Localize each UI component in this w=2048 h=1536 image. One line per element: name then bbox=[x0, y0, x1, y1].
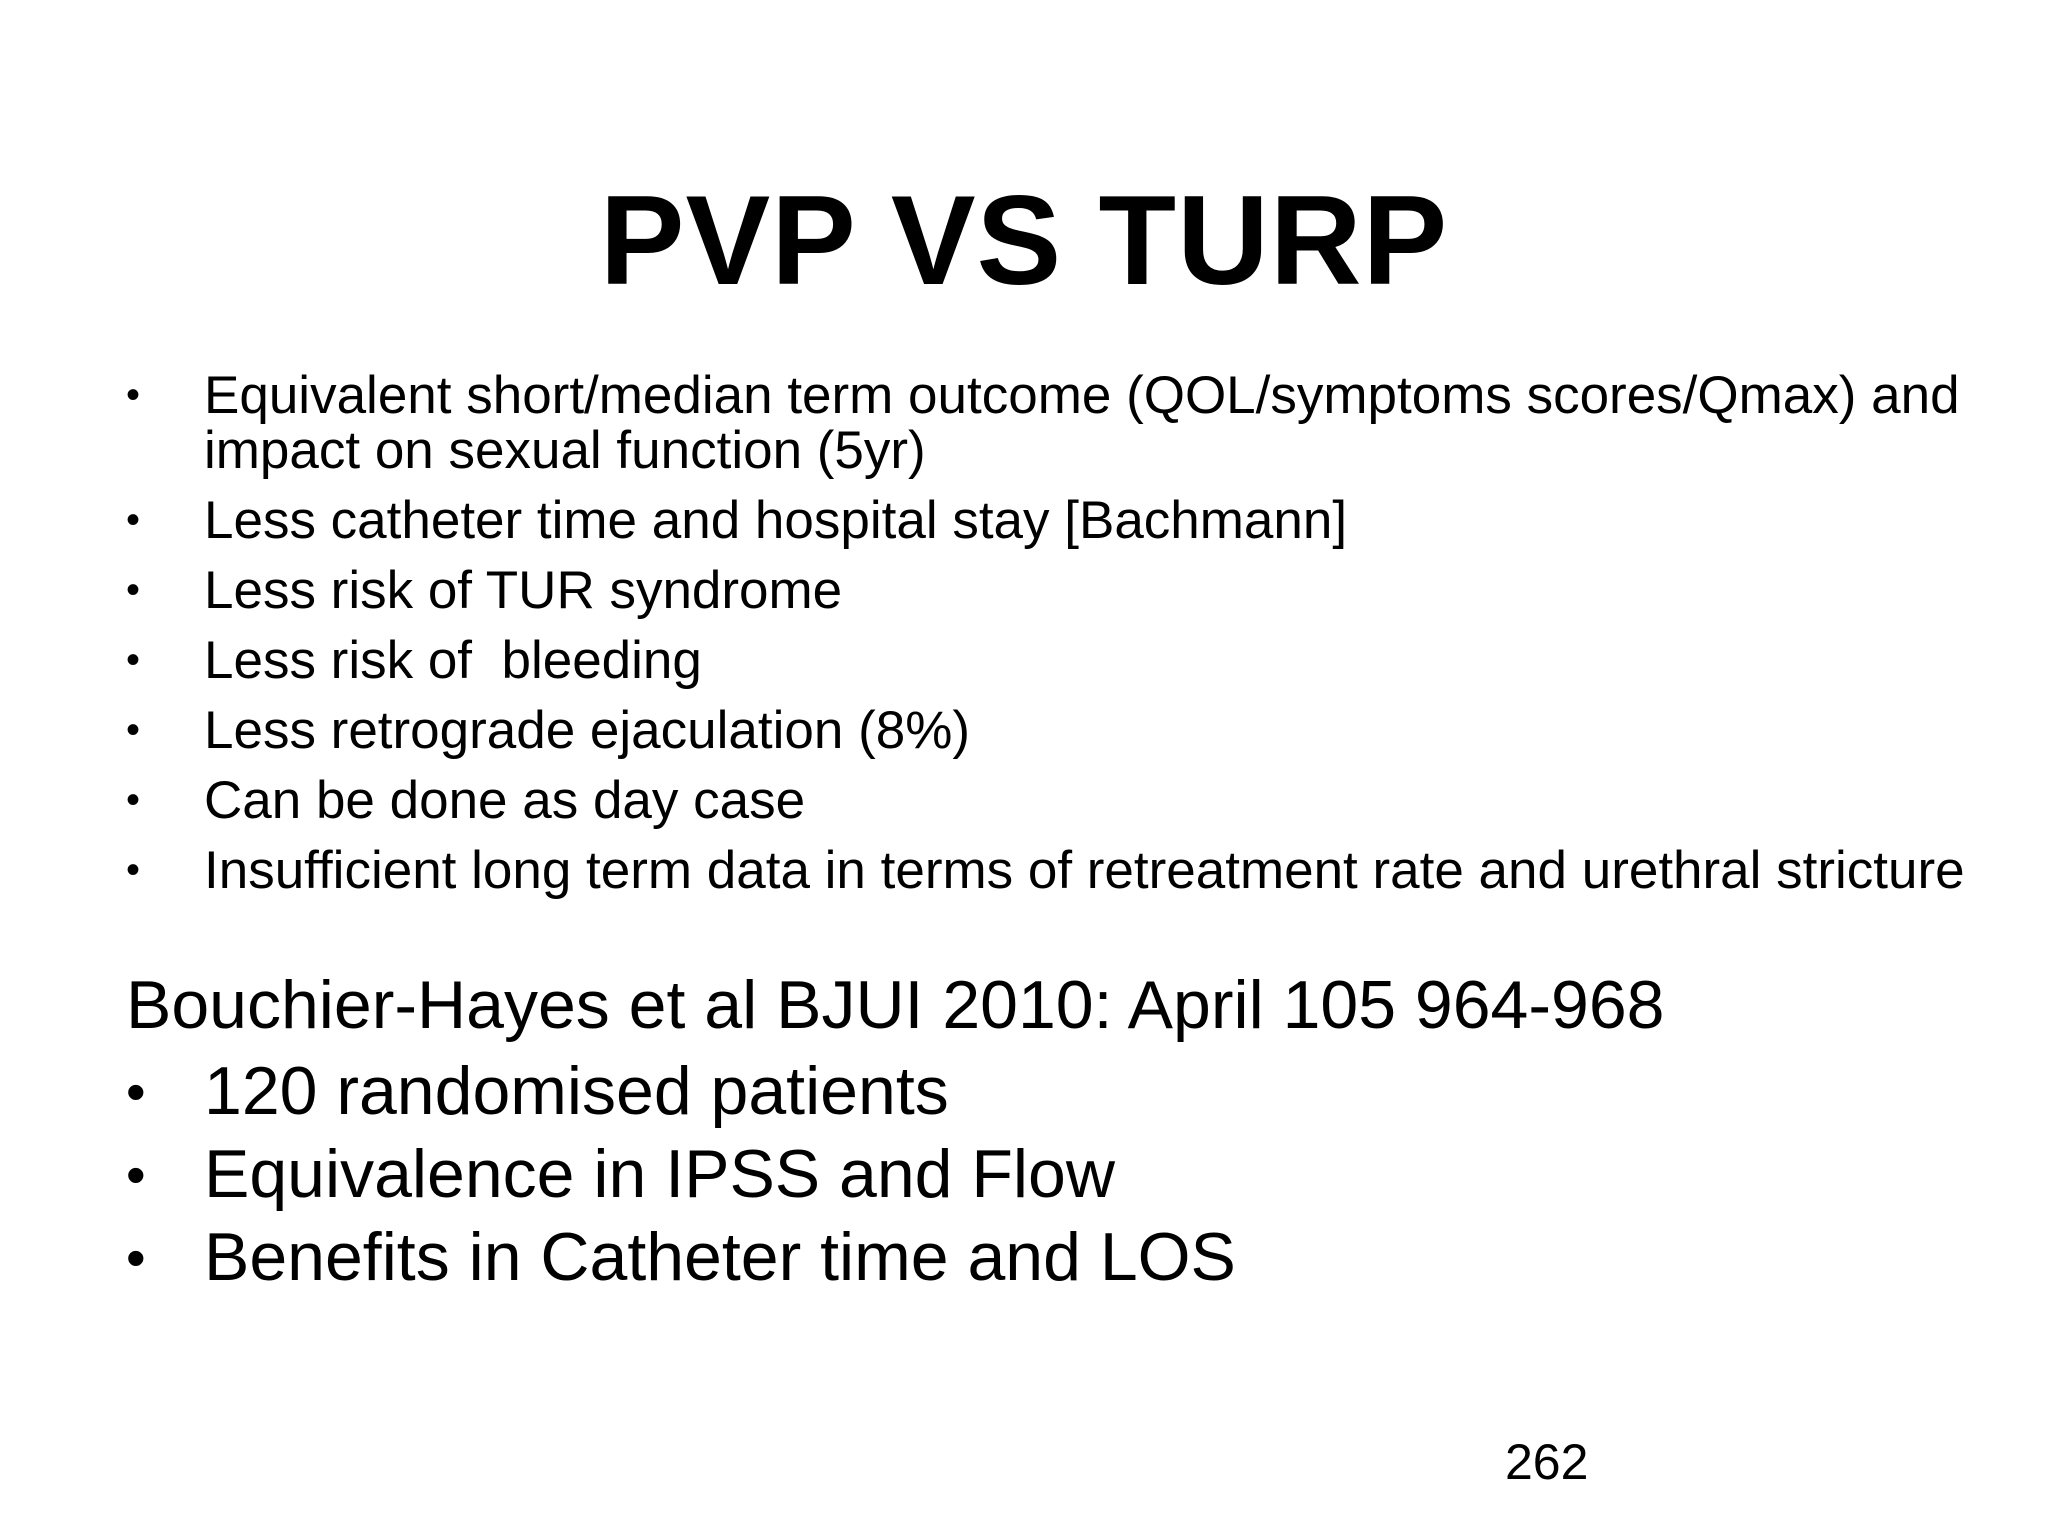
list-item bbox=[126, 633, 1986, 688]
list-item-text: Can be done as day case bbox=[204, 771, 806, 830]
list-item bbox=[126, 843, 1986, 898]
list-item bbox=[126, 368, 1986, 478]
bullet-icon: • bbox=[126, 1226, 146, 1289]
study-reference: Bouchier-Hayes et al BJUI 2010: April 105 964-968 bbox=[126, 967, 1665, 1043]
slide-title: PVP VS TURP bbox=[599, 169, 1449, 311]
slide-number: 262 bbox=[1505, 1434, 1589, 1490]
comparison-points-list bbox=[126, 368, 1986, 913]
list-item-text: Less catheter time and hospital stay [Bachmann] bbox=[204, 491, 1348, 550]
list-item-text: Benefits in Catheter time and LOS bbox=[204, 1219, 1236, 1295]
study-points-list bbox=[126, 1050, 1986, 1299]
list-item-text: Insufficient long term data in terms of retreatment rate and urethral stricture bbox=[204, 841, 1965, 900]
list-item-text: Less risk of bleeding bbox=[204, 631, 702, 690]
list-item bbox=[126, 1050, 1986, 1133]
bullet-icon: • bbox=[126, 1060, 146, 1123]
bullet-icon: • bbox=[126, 568, 141, 612]
list-item-text: Less risk of TUR syndrome bbox=[204, 561, 843, 620]
list-item bbox=[126, 1133, 1986, 1216]
list-item bbox=[126, 773, 1986, 828]
bullet-icon: • bbox=[126, 638, 141, 682]
list-item-text: Equivalence in IPSS and Flow bbox=[204, 1136, 1115, 1212]
list-item bbox=[126, 1216, 1986, 1299]
list-item bbox=[126, 703, 1986, 758]
bullet-icon: • bbox=[126, 848, 141, 892]
bullet-icon: • bbox=[126, 778, 141, 822]
list-item bbox=[126, 493, 1986, 548]
list-item-text: Equivalent short/median term outcome (QOL/symptoms scores/Qmax) and impact on sexual function (5yr) bbox=[204, 366, 1960, 480]
bullet-icon: • bbox=[126, 373, 141, 417]
list-item-text: Less retrograde ejaculation (8%) bbox=[204, 701, 970, 760]
bullet-icon: • bbox=[126, 498, 141, 542]
bullet-icon: • bbox=[126, 708, 141, 752]
list-item-text: 120 randomised patients bbox=[204, 1053, 949, 1129]
list-item bbox=[126, 563, 1986, 618]
bullet-icon: • bbox=[126, 1143, 146, 1206]
